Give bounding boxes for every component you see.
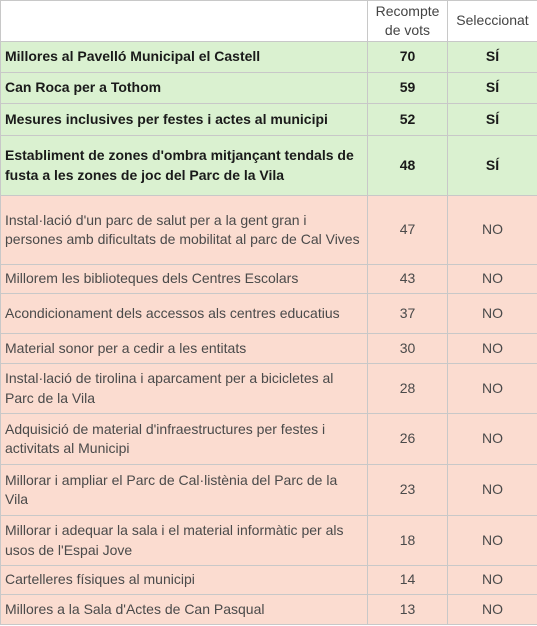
proposal-cell: Millorem les biblioteques dels Centres Escolars [1, 265, 368, 294]
votes-cell: 59 [368, 73, 448, 104]
proposal-cell: Millores a la Sala d'Actes de Can Pasqual [1, 595, 368, 625]
selected-cell: NO [448, 364, 537, 414]
table-row [1, 595, 537, 625]
selected-cell: NO [448, 516, 537, 566]
table-row [1, 265, 537, 294]
proposal-cell: Establiment de zones d'ombra mitjançant tendals de fusta a les zones de joc del Parc de la Vila [1, 136, 368, 196]
votes-cell: 14 [368, 566, 448, 595]
table-row [1, 196, 537, 265]
table-row [1, 566, 537, 595]
selected-cell: NO [448, 196, 537, 265]
proposal-cell: Instal·lació d'un parc de salut per a la gent gran i persones amb dificultats de mobilitat al parc de Cal Vives [1, 196, 368, 265]
votes-cell: 23 [368, 465, 448, 516]
votes-cell: 52 [368, 104, 448, 136]
votes-cell: 28 [368, 364, 448, 414]
votes-cell: 13 [368, 595, 448, 625]
header-votes: Recompte de vots [368, 1, 448, 42]
votes-cell: 37 [368, 294, 448, 334]
header-row [1, 1, 537, 42]
selected-cell: NO [448, 595, 537, 625]
header-selected: Seleccionat [448, 1, 537, 42]
table-header [1, 1, 537, 42]
selected-cell: SÍ [448, 42, 537, 73]
table-row [1, 414, 537, 465]
proposal-cell: Cartelleres físiques al municipi [1, 566, 368, 595]
selected-cell: SÍ [448, 136, 537, 196]
proposal-cell: Millorar i ampliar el Parc de Cal·listènia del Parc de la Vila [1, 465, 368, 516]
proposal-cell: Adquisició de material d'infraestructures per festes i activitats al Municipi [1, 414, 368, 465]
selected-cell: SÍ [448, 73, 537, 104]
table-row [1, 516, 537, 566]
votes-cell: 48 [368, 136, 448, 196]
table-row [1, 136, 537, 196]
proposal-cell: Material sonor per a cedir a les entitats [1, 334, 368, 364]
table-row [1, 334, 537, 364]
votes-cell: 30 [368, 334, 448, 364]
table-row [1, 42, 537, 73]
header-proposal [1, 1, 368, 42]
table-row [1, 294, 537, 334]
table-body [1, 42, 537, 625]
proposal-cell: Acondicionament dels accessos als centres educatius [1, 294, 368, 334]
proposal-cell: Can Roca per a Tothom [1, 73, 368, 104]
selected-cell: NO [448, 334, 537, 364]
votes-cell: 43 [368, 265, 448, 294]
votes-cell: 18 [368, 516, 448, 566]
table-row [1, 364, 537, 414]
table-row [1, 104, 537, 136]
proposal-cell: Instal·lació de tirolina i aparcament per a bicicletes al Parc de la Vila [1, 364, 368, 414]
proposal-cell: Millorar i adequar la sala i el material informàtic per als usos de l'Espai Jove [1, 516, 368, 566]
selected-cell: NO [448, 465, 537, 516]
votes-cell: 26 [368, 414, 448, 465]
table-row [1, 465, 537, 516]
selected-cell: NO [448, 265, 537, 294]
selected-cell: NO [448, 294, 537, 334]
votes-cell: 47 [368, 196, 448, 265]
table-row [1, 73, 537, 104]
votes-cell: 70 [368, 42, 448, 73]
selected-cell: SÍ [448, 104, 537, 136]
selected-cell: NO [448, 566, 537, 595]
proposal-cell: Mesures inclusives per festes i actes al municipi [1, 104, 368, 136]
proposal-cell: Millores al Pavelló Municipal el Castell [1, 42, 368, 73]
selected-cell: NO [448, 414, 537, 465]
